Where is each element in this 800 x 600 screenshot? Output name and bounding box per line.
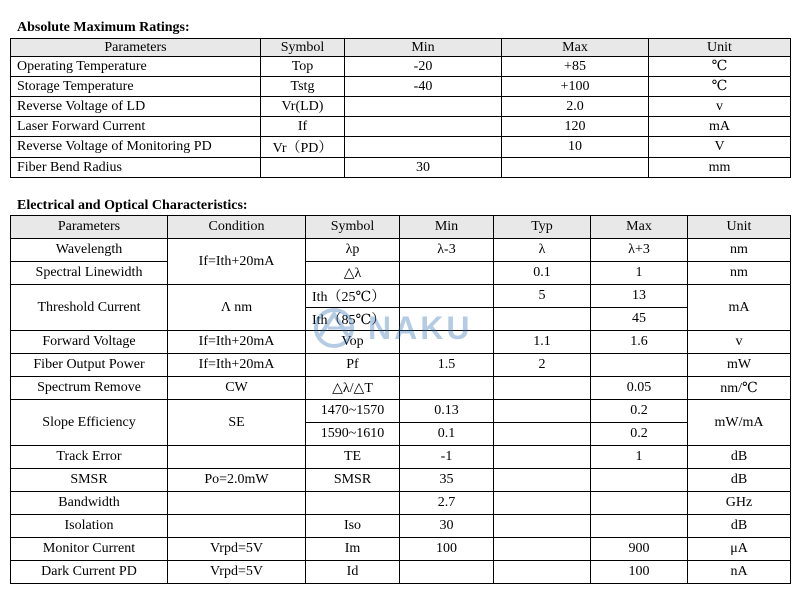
col-header-parameters: Parameters — [11, 39, 261, 57]
symbol-cell: TE — [306, 446, 400, 469]
unit-cell: dB — [688, 515, 791, 538]
unit-cell: μA — [688, 538, 791, 561]
max-cell: 13 — [591, 285, 688, 308]
max-cell: 0.2 — [591, 423, 688, 446]
condition-cell: SE — [168, 400, 306, 446]
unit-cell: dB — [688, 469, 791, 492]
max-cell: 2.0 — [502, 97, 649, 117]
min-cell: 2.7 — [400, 492, 494, 515]
max-cell: 100 — [591, 561, 688, 584]
symbol-cell: 1470~1570 — [306, 400, 400, 423]
param-cell: Dark Current PD — [11, 561, 168, 584]
col-header-symbol: Symbol — [306, 216, 400, 239]
min-cell: -20 — [345, 57, 502, 77]
param-cell: Spectral Linewidth — [11, 262, 168, 285]
min-cell — [400, 561, 494, 584]
unit-cell: mW/mA — [688, 400, 791, 446]
typ-cell: 1.1 — [494, 331, 591, 354]
col-header-max: Max — [591, 216, 688, 239]
param-cell: Slope Efficiency — [11, 400, 168, 446]
unit-cell: mA — [649, 117, 791, 137]
param-cell: Monitor Current — [11, 538, 168, 561]
table-header-row — [11, 216, 791, 239]
param-cell: Reverse Voltage of LD — [11, 97, 261, 117]
typ-cell — [494, 423, 591, 446]
table-row — [11, 469, 791, 492]
table-row — [11, 262, 791, 285]
table-row — [11, 354, 791, 377]
min-cell: 35 — [400, 469, 494, 492]
typ-cell: 5 — [494, 285, 591, 308]
col-header-condition: Condition — [168, 216, 306, 239]
table-row — [11, 561, 791, 584]
min-cell: 100 — [400, 538, 494, 561]
symbol-cell: SMSR — [306, 469, 400, 492]
param-cell: Fiber Bend Radius — [11, 158, 261, 178]
condition-cell — [168, 515, 306, 538]
param-cell: Wavelength — [11, 239, 168, 262]
table-row — [11, 77, 791, 97]
unit-cell: ℃ — [649, 57, 791, 77]
symbol-cell: Pf — [306, 354, 400, 377]
max-cell: 0.05 — [591, 377, 688, 400]
unit-cell: mW — [688, 354, 791, 377]
min-cell: 0.13 — [400, 400, 494, 423]
typ-cell — [494, 538, 591, 561]
symbol-cell: 1590~1610 — [306, 423, 400, 446]
symbol-cell: Id — [306, 561, 400, 584]
max-cell: 45 — [591, 308, 688, 331]
col-header-typ: Typ — [494, 216, 591, 239]
unit-cell: dB — [688, 446, 791, 469]
condition-cell: Po=2.0mW — [168, 469, 306, 492]
condition-cell — [168, 492, 306, 515]
symbol-cell: △λ — [306, 262, 400, 285]
unit-cell: V — [649, 137, 791, 158]
condition-cell: If=Ith+20mA — [168, 331, 306, 354]
symbol-cell: Ith（85℃） — [306, 308, 400, 331]
unit-cell: GHz — [688, 492, 791, 515]
param-cell: Track Error — [11, 446, 168, 469]
symbol-cell: If — [261, 117, 345, 137]
unit-cell: nm — [688, 262, 791, 285]
max-cell: λ+3 — [591, 239, 688, 262]
min-cell — [345, 97, 502, 117]
param-cell: Isolation — [11, 515, 168, 538]
min-cell — [345, 137, 502, 158]
max-cell: 900 — [591, 538, 688, 561]
typ-cell — [494, 400, 591, 423]
absolute-ratings-table — [10, 38, 791, 178]
typ-cell: 0.1 — [494, 262, 591, 285]
typ-cell — [494, 446, 591, 469]
unit-cell: nm/℃ — [688, 377, 791, 400]
param-cell: Threshold Current — [11, 285, 168, 331]
typ-cell — [494, 308, 591, 331]
typ-cell — [494, 515, 591, 538]
max-cell — [591, 515, 688, 538]
min-cell: 1.5 — [400, 354, 494, 377]
min-cell: 30 — [400, 515, 494, 538]
symbol-cell: Vr（PD） — [261, 137, 345, 158]
min-cell — [345, 117, 502, 137]
max-cell: 1.6 — [591, 331, 688, 354]
symbol-cell: Ith（25℃） — [306, 285, 400, 308]
symbol-cell: Tstg — [261, 77, 345, 97]
max-cell — [502, 158, 649, 178]
watermark-text: NAKU — [368, 310, 473, 346]
table-row — [11, 538, 791, 561]
col-header-min: Min — [345, 39, 502, 57]
min-cell: -1 — [400, 446, 494, 469]
table-row — [11, 137, 791, 158]
electrical-optical-table — [10, 215, 791, 584]
param-cell: SMSR — [11, 469, 168, 492]
max-cell — [591, 354, 688, 377]
param-cell: Forward Voltage — [11, 331, 168, 354]
col-header-unit: Unit — [649, 39, 791, 57]
table-row — [11, 400, 791, 423]
symbol-cell: λp — [306, 239, 400, 262]
symbol-cell — [306, 492, 400, 515]
unit-cell: mA — [688, 285, 791, 331]
min-cell — [400, 331, 494, 354]
min-cell — [400, 308, 494, 331]
table-row — [11, 239, 791, 262]
col-header-parameters: Parameters — [11, 216, 168, 239]
table-header-row — [11, 39, 791, 57]
table-row — [11, 446, 791, 469]
table-row — [11, 492, 791, 515]
min-cell: λ-3 — [400, 239, 494, 262]
absolute-ratings-title: Absolute Maximum Ratings: — [17, 20, 190, 35]
electrical-optical-title: Electrical and Optical Characteristics: — [17, 198, 248, 213]
max-cell: +100 — [502, 77, 649, 97]
condition-cell: CW — [168, 377, 306, 400]
typ-cell: λ — [494, 239, 591, 262]
param-cell: Bandwidth — [11, 492, 168, 515]
table-row — [11, 117, 791, 137]
condition-cell: Λ nm — [168, 285, 306, 331]
param-cell: Spectrum Remove — [11, 377, 168, 400]
table-row — [11, 158, 791, 178]
min-cell — [400, 262, 494, 285]
symbol-cell — [261, 158, 345, 178]
col-header-max: Max — [502, 39, 649, 57]
symbol-cell: Vop — [306, 331, 400, 354]
unit-cell: nA — [688, 561, 791, 584]
max-cell: 1 — [591, 446, 688, 469]
condition-cell: Vrpd=5V — [168, 561, 306, 584]
table-row — [11, 57, 791, 77]
symbol-cell: Vr(LD) — [261, 97, 345, 117]
param-cell: Fiber Output Power — [11, 354, 168, 377]
unit-cell: mm — [649, 158, 791, 178]
symbol-cell: Iso — [306, 515, 400, 538]
symbol-cell: Im — [306, 538, 400, 561]
param-cell: Operating Temperature — [11, 57, 261, 77]
condition-cell: If=Ith+20mA — [168, 354, 306, 377]
symbol-cell: Top — [261, 57, 345, 77]
max-cell — [591, 469, 688, 492]
typ-cell — [494, 561, 591, 584]
unit-cell: v — [688, 331, 791, 354]
param-cell: Storage Temperature — [11, 77, 261, 97]
unit-cell: ℃ — [649, 77, 791, 97]
condition-cell — [168, 446, 306, 469]
min-cell: 30 — [345, 158, 502, 178]
param-cell: Reverse Voltage of Monitoring PD — [11, 137, 261, 158]
table-row — [11, 331, 791, 354]
condition-cell: Vrpd=5V — [168, 538, 306, 561]
min-cell: -40 — [345, 77, 502, 97]
param-cell: Laser Forward Current — [11, 117, 261, 137]
typ-cell — [494, 492, 591, 515]
max-cell: 0.2 — [591, 400, 688, 423]
min-cell: 0.1 — [400, 423, 494, 446]
col-header-symbol: Symbol — [261, 39, 345, 57]
typ-cell — [494, 377, 591, 400]
table-row — [11, 515, 791, 538]
min-cell — [400, 285, 494, 308]
max-cell: 10 — [502, 137, 649, 158]
table-row — [11, 285, 791, 308]
col-header-unit: Unit — [688, 216, 791, 239]
table-row — [11, 97, 791, 117]
max-cell — [591, 492, 688, 515]
typ-cell — [494, 469, 591, 492]
unit-cell: v — [649, 97, 791, 117]
col-header-min: Min — [400, 216, 494, 239]
max-cell: +85 — [502, 57, 649, 77]
max-cell: 1 — [591, 262, 688, 285]
max-cell: 120 — [502, 117, 649, 137]
min-cell — [400, 377, 494, 400]
table-row — [11, 377, 791, 400]
symbol-cell: △λ/△T — [306, 377, 400, 400]
typ-cell: 2 — [494, 354, 591, 377]
unit-cell: nm — [688, 239, 791, 262]
condition-cell: If=Ith+20mA — [168, 239, 306, 285]
